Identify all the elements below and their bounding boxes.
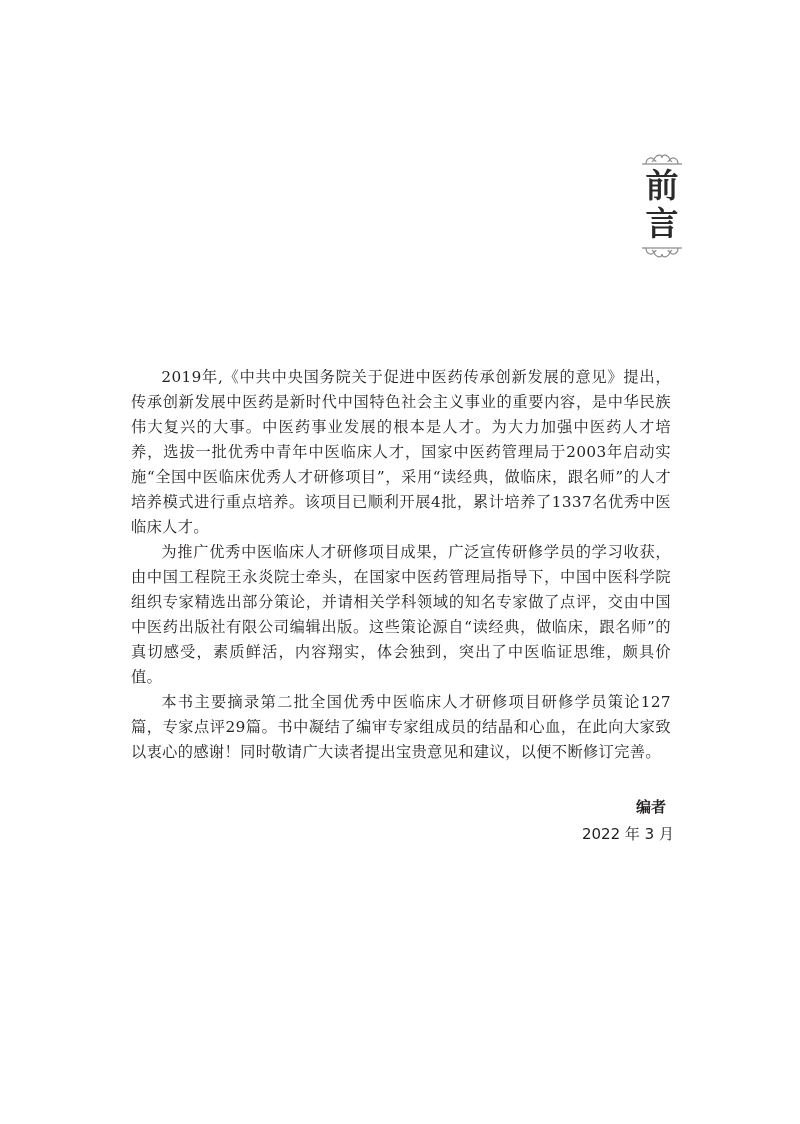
cloud-ornament-bottom-icon xyxy=(640,244,684,264)
preface-title-block xyxy=(640,148,684,264)
signature-date: 2022 年 3 月 xyxy=(581,825,674,843)
cloud-ornament-top-icon xyxy=(640,148,684,168)
paragraph-1: 2019年,《中共中央国务院关于促进中医药传承创新发展的意见》提出，传承创新发展中医药是新时代中国特色社会主义事业的重要内容，是中华民族伟大复兴的大事。中医药事业发展的根本是人才。为大力加强中医药人才培养，选拔一批优秀中青年中医临床人才，国家中医药管理局于2003年启动实施“全国中医临床优秀人才研修项目”，采用“读经典，做临床，跟名师”的人才培养模式进行重点培养。该项目已顺利开展4批，累计培养了1337名优秀中医临床人才。 xyxy=(131,368,671,536)
signature-editor: 编者 xyxy=(635,798,666,816)
preface-body xyxy=(131,365,671,765)
paragraph-3: 本书主要摘录第二批全国优秀中医临床人才研修项目研修学员策论127篇，专家点评29篇。书中凝结了编审专家组成员的结晶和心血，在此向大家致以衷心的感谢！同时敬请广大读者提出宝贵意见和建议，以便不断修订完善。 xyxy=(131,693,671,761)
paragraph-2: 为推广优秀中医临床人才研修项目成果，广泛宣传研修学员的学习收获，由中国工程院王永炎院士牵头，在国家中医药管理局指导下，中国中医科学院组织专家精选出部分策论，并请相关学科领域的知名专家做了点评，交由中国中医药出版社有限公司编辑出版。这些策论源自“读经典，做临床，跟名师”的真切感受，素质鲜活，内容翔实，体会独到，突出了中医临证思维，颇具价值。 xyxy=(131,543,671,686)
title-char-2: 言 xyxy=(645,204,679,243)
title-char-1: 前 xyxy=(645,166,679,205)
